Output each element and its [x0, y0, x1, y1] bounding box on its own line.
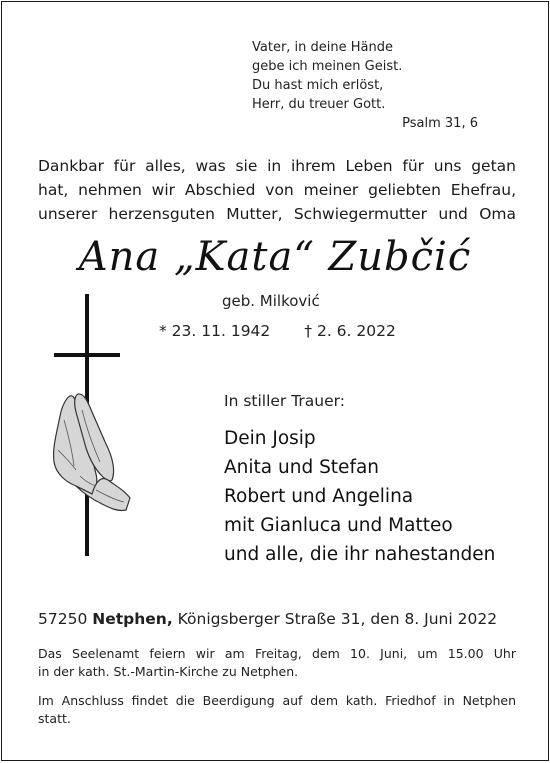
verse-line: Vater, in deine Hände: [252, 40, 394, 55]
notice-line: statt.: [38, 711, 71, 726]
mourner-line: mit Gianluca und Matteo: [224, 515, 453, 536]
postal-code: 57250: [38, 610, 88, 628]
mourner-line: Robert und Angelina: [224, 486, 414, 507]
burial-notice: [38, 692, 516, 728]
address-line: [38, 610, 516, 628]
obituary-notice: [1, 1, 549, 761]
verse-reference: Psalm 31, 6: [402, 116, 478, 131]
mass-notice: [38, 645, 516, 681]
intro-line: Dankbar für alles, was sie in ihrem Leben für uns getan: [38, 157, 516, 175]
intro-line: unserer herzensguten Mutter, Schwiegermutter und Oma: [38, 205, 516, 223]
verse-line: Du hast mich erlöst,: [252, 78, 384, 93]
bible-verse: [252, 38, 402, 114]
praying-hands-icon: [40, 390, 132, 514]
mourner-line: und alle, die ihr nahestanden: [224, 544, 496, 565]
intro-line: hat, nehmen wir Abschied von meiner geliebten Ehefrau,: [38, 181, 516, 199]
life-dates: [159, 322, 396, 340]
notice-line: Das Seelenamt feiern wir am Freitag, dem 10. Juni, um 15.00 Uhr: [38, 646, 516, 661]
notice-line: in der kath. St.-Martin-Kirche zu Netphen.: [38, 664, 299, 679]
death-date: † 2. 6. 2022: [304, 322, 396, 340]
verse-line: gebe ich meinen Geist.: [252, 59, 403, 74]
deceased-name: Ana „Kata“ Zubčić: [78, 234, 472, 280]
address-rest: Königsberger Straße 31, den 8. Juni 2022: [177, 610, 498, 628]
birth-name: geb. Milković: [222, 292, 320, 310]
mourners-list: [224, 424, 495, 569]
verse-line: Herr, du treuer Gott.: [252, 97, 386, 112]
intro-text: [38, 154, 516, 226]
mourning-heading: In stiller Trauer:: [224, 392, 345, 410]
mourner-line: Anita und Stefan: [224, 457, 380, 478]
mourner-line: Dein Josip: [224, 428, 316, 449]
birth-date: * 23. 11. 1942: [159, 322, 271, 340]
notice-line: Im Anschluss findet die Beerdigung auf dem kath. Friedhof in Netphen: [38, 693, 516, 708]
city: Netphen,: [92, 610, 173, 628]
